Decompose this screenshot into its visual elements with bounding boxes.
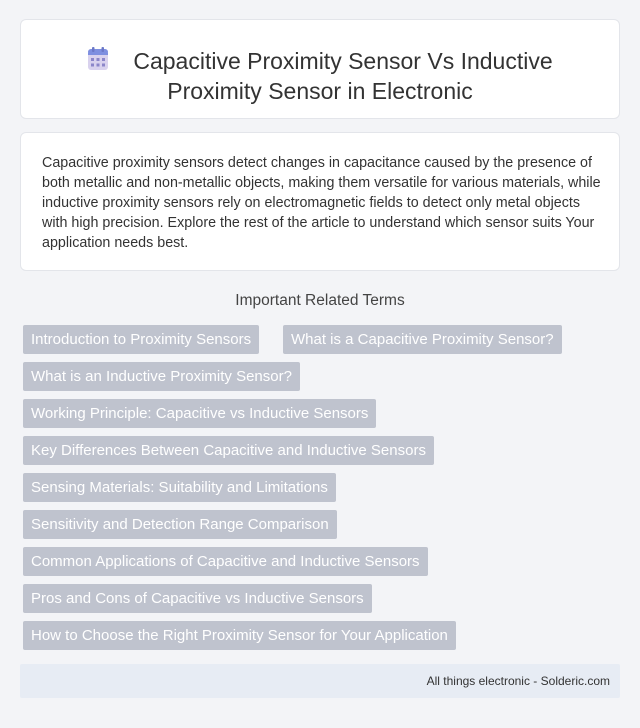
page-title — [21, 46, 619, 106]
footer-text: All things electronic - Solderic.com — [426, 674, 610, 688]
related-term-tag[interactable]: What is a Capacitive Proximity Sensor? — [283, 325, 562, 354]
title-line-1: Capacitive Proximity Sensor Vs Inductive — [133, 48, 553, 74]
related-term-tag[interactable]: Sensing Materials: Suitability and Limitations — [23, 473, 336, 502]
related-term-tag[interactable]: How to Choose the Right Proximity Sensor for Your Application — [23, 621, 456, 650]
related-term-tag[interactable]: Introduction to Proximity Sensors — [23, 325, 259, 354]
related-term-tag[interactable]: Key Differences Between Capacitive and Inductive Sensors — [23, 436, 434, 465]
calendar-icon — [87, 47, 109, 71]
related-term-tag[interactable]: Sensitivity and Detection Range Comparison — [23, 510, 337, 539]
related-terms-heading: Important Related Terms — [235, 292, 405, 309]
summary-card — [20, 132, 620, 271]
related-term-tag[interactable]: Working Principle: Capacitive vs Inductive Sensors — [23, 399, 376, 428]
related-term-tag[interactable]: Pros and Cons of Capacitive vs Inductive Sensors — [23, 584, 372, 613]
related-term-tag[interactable]: Common Applications of Capacitive and Inductive Sensors — [23, 547, 428, 576]
footer — [20, 664, 620, 698]
summary-text: Capacitive proximity sensors detect changes in capacitance caused by the presence of both metallic and non-metallic objects, making them versatile for various materials, while inductive proximity sensors rely on electromagnetic fields to detect only metal objects with high precision. Explore the rest of the article to understand which sensor suits Your application needs best. — [42, 155, 601, 251]
related-term-tag[interactable]: What is an Inductive Proximity Sensor? — [23, 362, 300, 391]
title-line-2: Proximity Sensor in Electronic — [167, 78, 473, 104]
title-card — [20, 19, 620, 119]
